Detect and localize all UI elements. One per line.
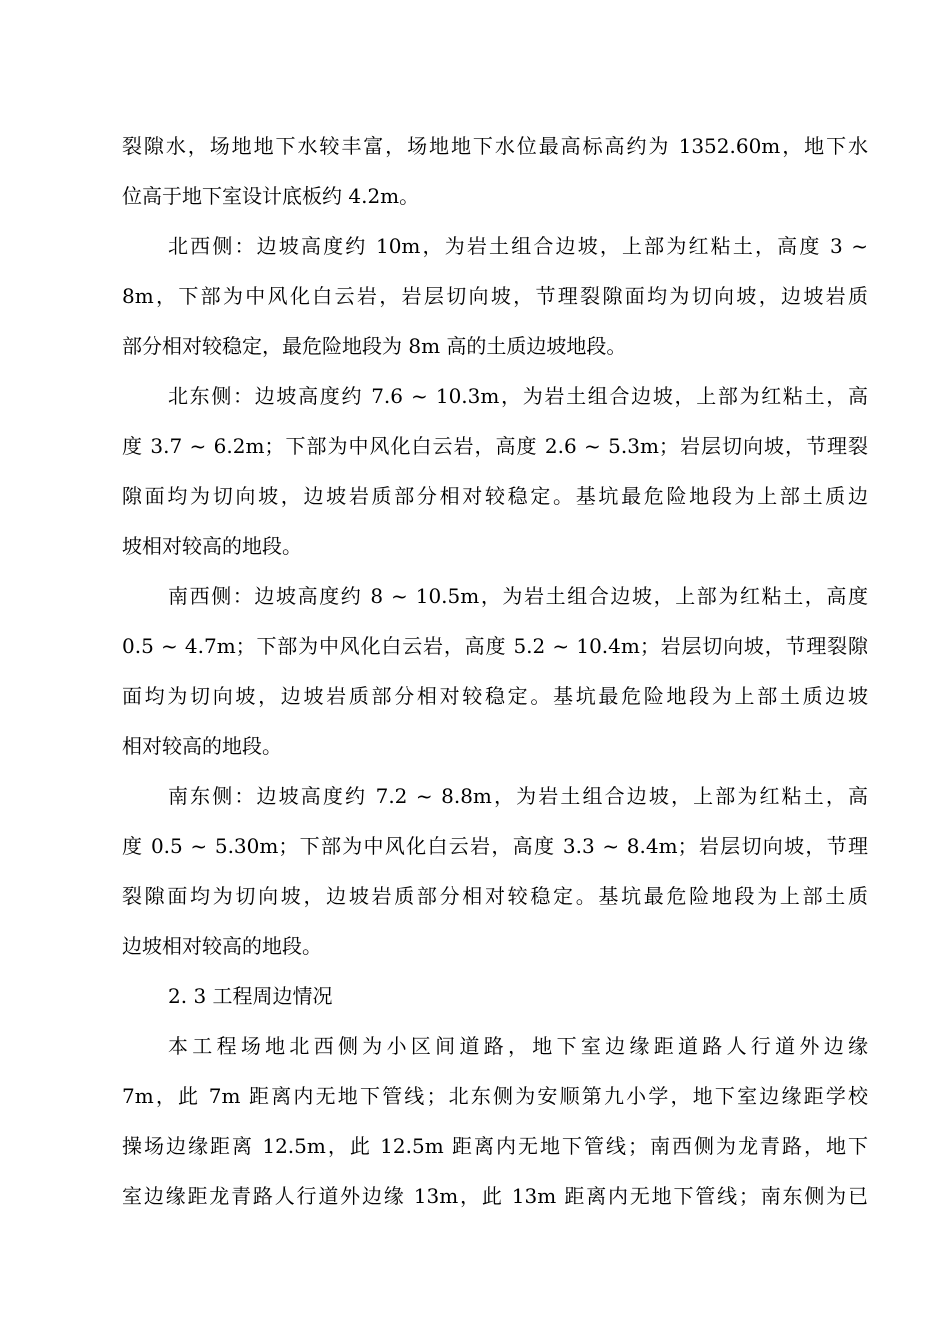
paragraph-surroundings bbox=[122, 1021, 868, 1221]
text-line: 0.5 ~ 4.7m；下部为中风化白云岩，高度 5.2 ~ 10.4m；岩层切向坡，节理裂隙 bbox=[122, 634, 868, 658]
text-line: 室边缘距龙青路人行道外边缘 13m，此 13m 距离内无地下管线；南东侧为已 bbox=[122, 1184, 868, 1208]
section-heading bbox=[122, 971, 868, 1021]
text-line: 度 0.5 ~ 5.30m；下部为中风化白云岩，高度 3.3 ~ 8.4m；岩层切向坡，节理 bbox=[122, 834, 868, 858]
text-line: 北东侧：边坡高度约 7.6 ~ 10.3m，为岩土组合边坡，上部为红粘土，高 bbox=[168, 384, 868, 408]
text-line: 裂隙水，场地地下水较丰富，场地地下水位最高标高约为 1352.60m，地下水 bbox=[122, 134, 868, 158]
text-line: 位高于地下室设计底板约 4.2m。 bbox=[122, 184, 420, 208]
text-line: 操场边缘距离 12.5m，此 12.5m 距离内无地下管线；南西侧为龙青路，地下 bbox=[122, 1134, 868, 1158]
text-line: 边坡相对较高的地段。 bbox=[122, 934, 322, 958]
text-line: 部分相对较稳定，最危险地段为 8m 高的土质边坡地段。 bbox=[122, 334, 627, 358]
paragraph-southwest bbox=[122, 571, 868, 771]
text-line: 面均为切向坡，边坡岩质部分相对较稳定。基坑最危险地段为上部土质边坡 bbox=[122, 684, 868, 708]
text-line: 相对较高的地段。 bbox=[122, 734, 282, 758]
text-line: 隙面均为切向坡，边坡岩质部分相对较稳定。基坑最危险地段为上部土质边 bbox=[122, 484, 868, 508]
body-text bbox=[122, 121, 868, 1221]
paragraph-northwest bbox=[122, 221, 868, 371]
section-heading-text: 2. 3 工程周边情况 bbox=[168, 984, 333, 1008]
text-line: 裂隙面均为切向坡，边坡岩质部分相对较稳定。基坑最危险地段为上部土质 bbox=[122, 884, 868, 908]
text-line: 度 3.7 ~ 6.2m；下部为中风化白云岩，高度 2.6 ~ 5.3m；岩层切向坡，节理裂 bbox=[122, 434, 868, 458]
paragraph-groundwater bbox=[122, 121, 868, 221]
text-line: 坡相对较高的地段。 bbox=[122, 534, 302, 558]
text-line: 7m，此 7m 距离内无地下管线；北东侧为安顺第九小学，地下室边缘距学校 bbox=[122, 1084, 868, 1108]
text-line: 北西侧：边坡高度约 10m，为岩土组合边坡，上部为红粘土，高度 3 ~ bbox=[168, 234, 868, 258]
paragraph-southeast bbox=[122, 771, 868, 971]
text-line: 南东侧：边坡高度约 7.2 ~ 8.8m，为岩土组合边坡，上部为红粘土，高 bbox=[168, 784, 868, 808]
text-line: 本工程场地北西侧为小区间道路，地下室边缘距道路人行道外边缘 bbox=[168, 1034, 868, 1058]
text-line: 8m，下部为中风化白云岩，岩层切向坡，节理裂隙面均为切向坡，边坡岩质 bbox=[122, 284, 868, 308]
text-line: 南西侧：边坡高度约 8 ~ 10.5m，为岩土组合边坡，上部为红粘土，高度 bbox=[168, 584, 868, 608]
paragraph-northeast bbox=[122, 371, 868, 571]
